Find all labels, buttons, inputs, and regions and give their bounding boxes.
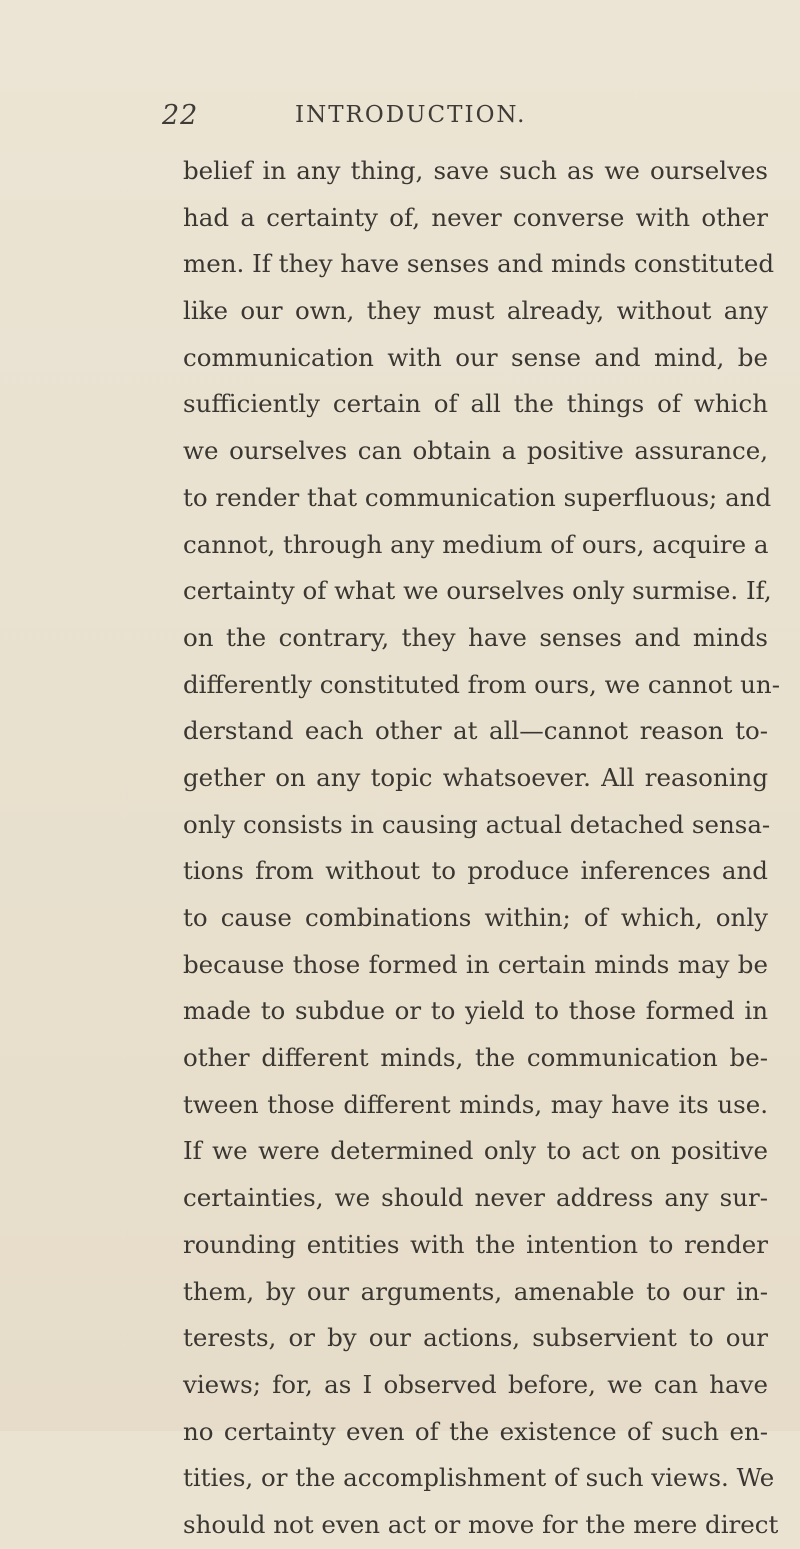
text-line: tions from without to produce inferences and <box>183 856 768 886</box>
text-line: differently constituted from ours, we cannot un- <box>183 669 780 699</box>
text-line: no certainty even of the existence of such en- <box>183 1416 768 1446</box>
text-line: tween those different minds, may have its use. <box>183 1089 768 1119</box>
text-line: made to subdue or to yield to those formed in <box>183 996 768 1026</box>
text-line: men. If they have senses and minds constituted <box>183 249 775 279</box>
text-line: communication with our sense and mind, be <box>183 342 768 372</box>
text-line: derstand each other at all—cannot reason to- <box>183 716 768 746</box>
text-line: rounding entities with the intention to render <box>183 1229 768 1259</box>
text-line: cannot, through any medium of ours, acquire a <box>183 529 769 559</box>
text-line: If we were determined only to act on positive <box>183 1136 768 1166</box>
text-line: to cause combinations within; of which, only <box>183 903 768 932</box>
running-title: INTRODUCTION. <box>295 102 527 128</box>
text-line: because those formed in certain minds may be <box>183 949 768 979</box>
text-line: other different minds, the communication be- <box>183 1043 768 1073</box>
text-line: to render that communication superfluous; and <box>183 482 772 512</box>
text-line: had a certainty of, never converse with other <box>183 202 768 232</box>
text-line: tities, or the accomplishment of such views. We <box>183 1463 775 1493</box>
text-line: like our own, they must already, without any <box>183 296 768 326</box>
text-line: we ourselves can obtain a positive assurance, <box>183 436 768 466</box>
text-line: only consists in causing actual detached sensa- <box>183 809 771 839</box>
running-head <box>0 100 800 140</box>
text-line: views; for, as I observed before, we can have <box>183 1369 768 1399</box>
text-line: them, by our arguments, amenable to our in- <box>183 1276 768 1306</box>
text-line: on the contrary, they have senses and minds <box>183 622 768 652</box>
text-line: belief in any thing, save such as we ourselves <box>183 156 768 185</box>
text-line: gether on any topic whatsoever. All reasoning <box>183 762 768 792</box>
text-line: certainty of what we ourselves only surmise. If, <box>183 576 772 606</box>
body-text <box>183 148 780 1549</box>
text-line: certainties, we should never address any sur- <box>183 1183 768 1213</box>
text-line: sufficiently certain of all the things of which <box>183 389 768 419</box>
text-line: terests, or by our actions, subservient to our <box>183 1323 768 1353</box>
text-line: should not even act or move for the mere direct <box>183 1509 779 1539</box>
page-number: 22 <box>162 100 199 131</box>
